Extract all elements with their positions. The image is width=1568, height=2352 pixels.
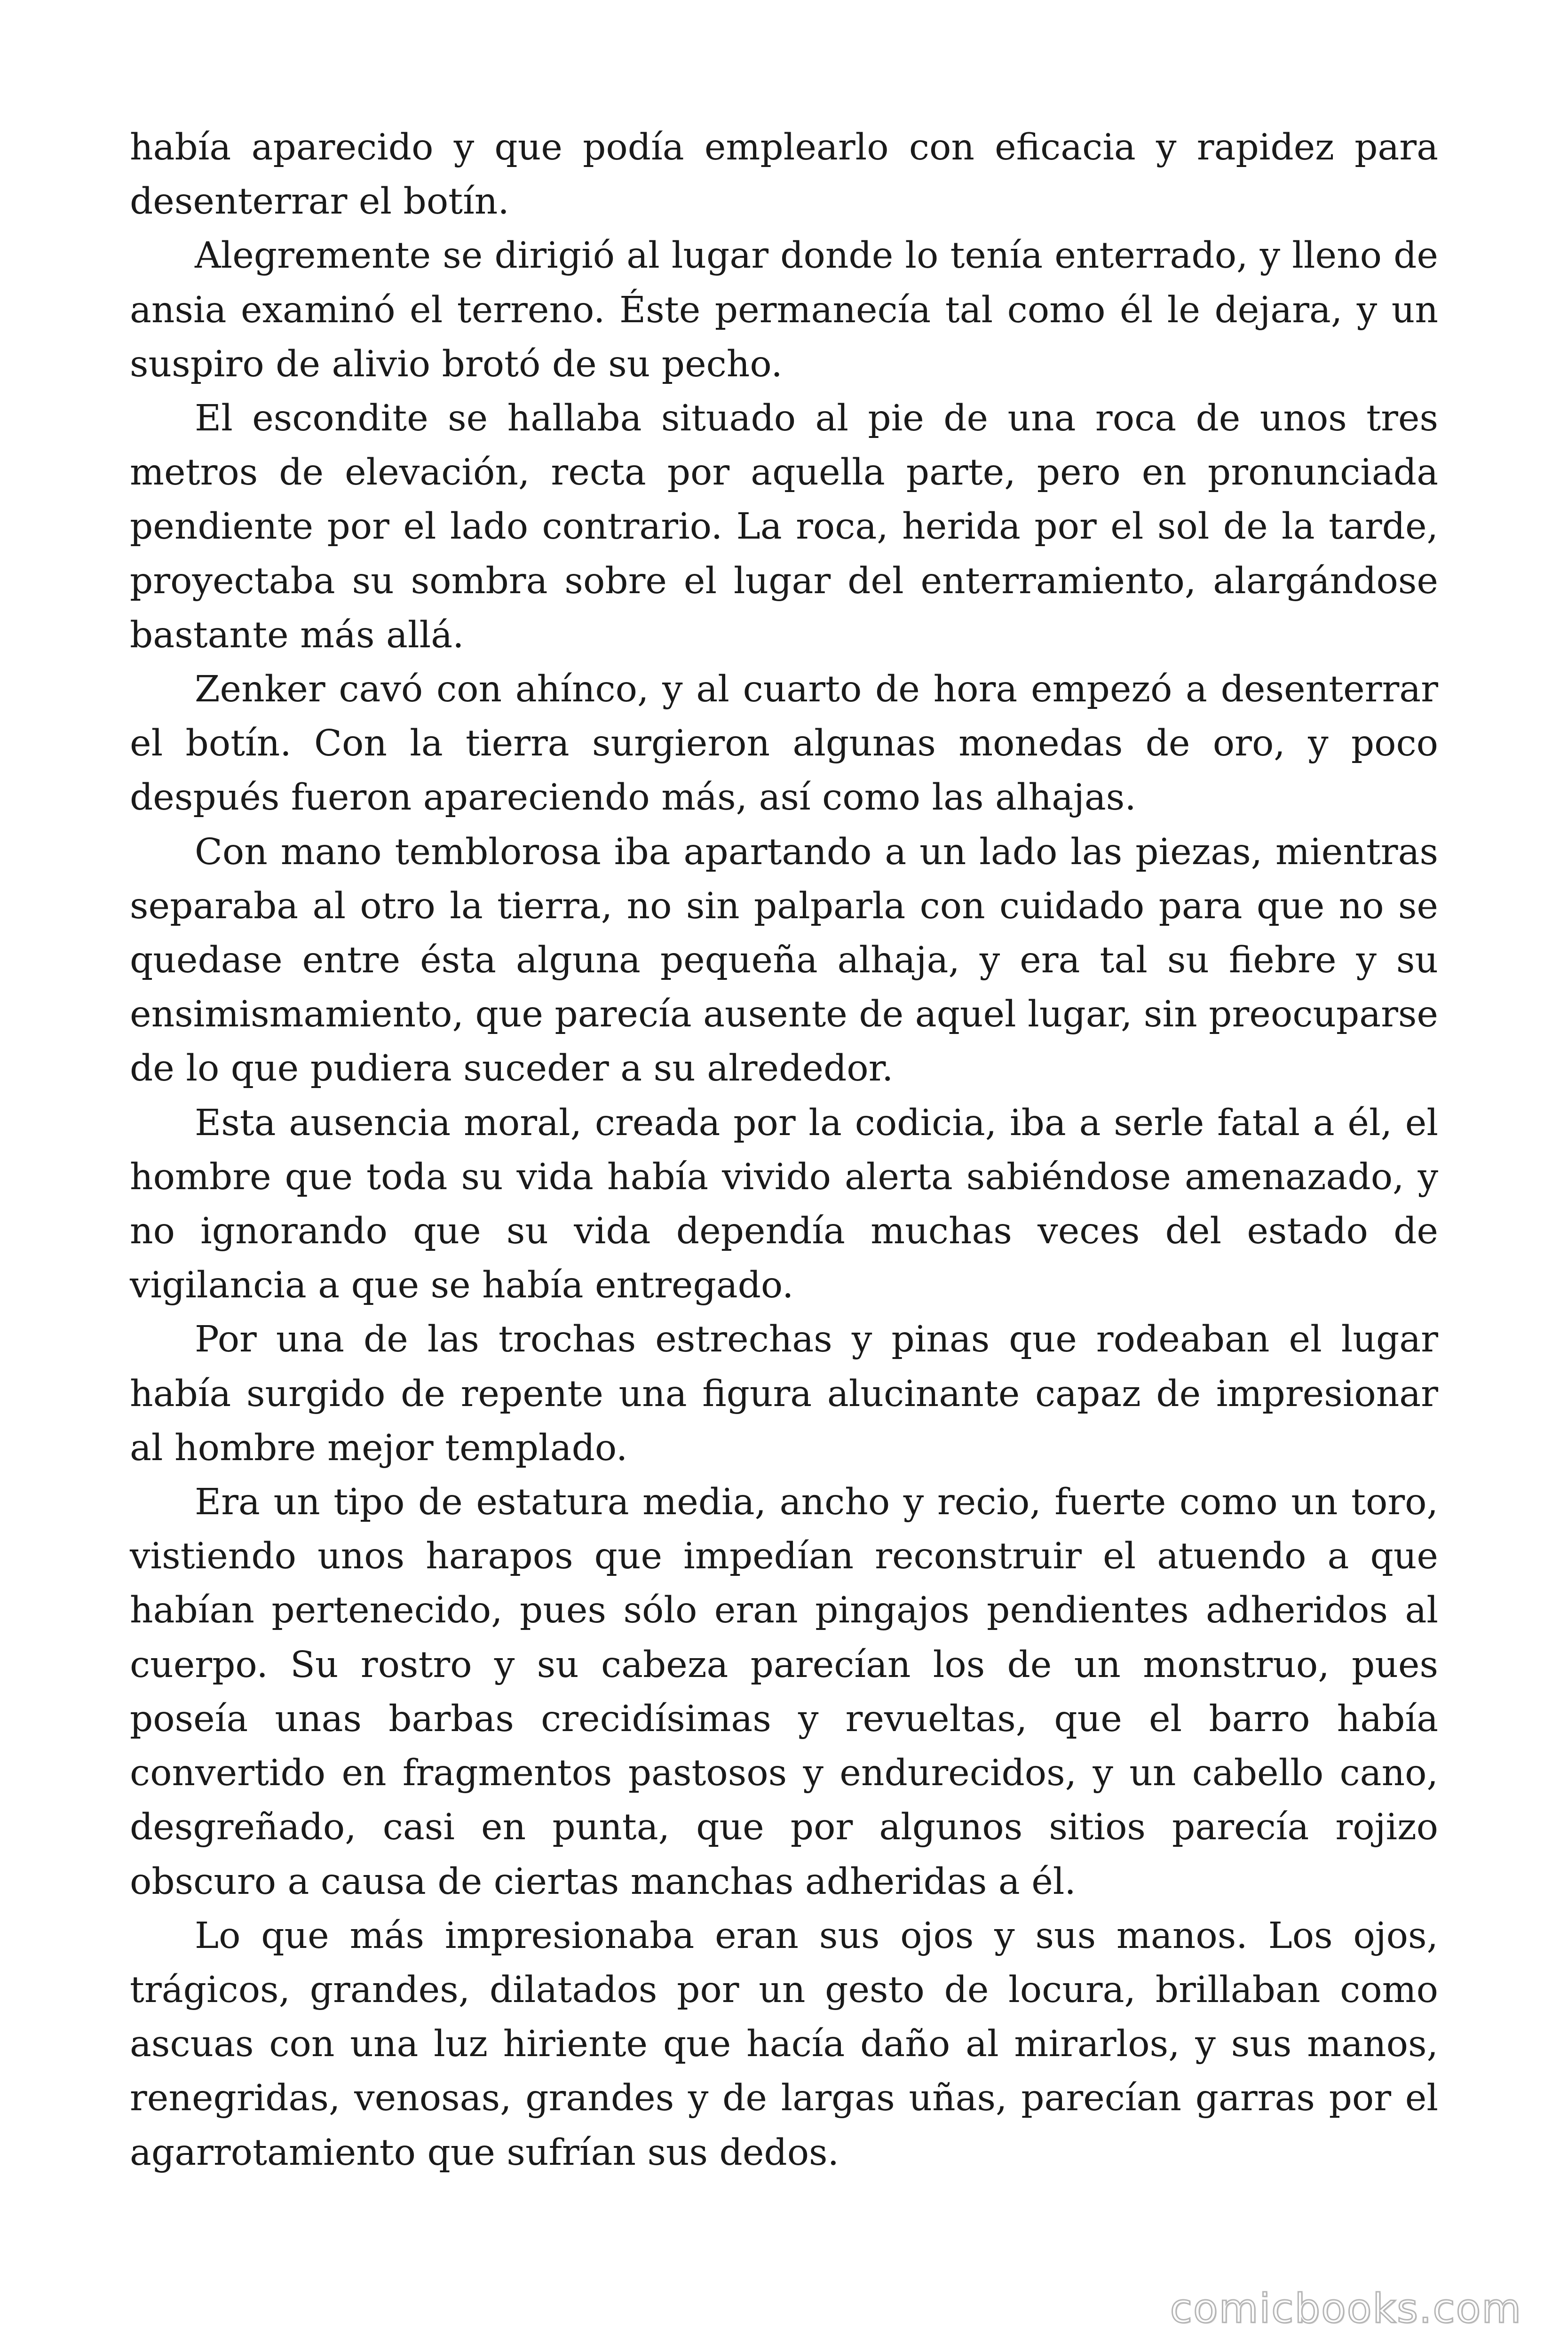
- paragraph-7: Por una de las trochas estrechas y pinas que rodeaban el lugar había surgido de repente una figura alucinante capaz de impresionar al hombre mejor templado.: [130, 1319, 1438, 1469]
- body-text: [130, 120, 1438, 2180]
- watermark-text: comicbooks.com: [1170, 2285, 1522, 2332]
- paragraph-9: Lo que más impresionaba eran sus ojos y sus manos. Los ojos, trágicos, grandes, dilatados por un gesto de locura, brillaban como ascuas con una luz hiriente que hacía daño al mirarlos, y sus manos, renegridas, venosas, grandes y de largas uñas, parecían garras por el agarrotamiento que sufrían sus dedos.: [130, 1915, 1438, 2174]
- paragraph-1: había aparecido y que podía emplearlo con eficacia y rapidez para desenterrar el botín.: [130, 127, 1438, 223]
- paragraph-8: Era un tipo de estatura media, ancho y recio, fuerte como un toro, vistiendo unos harapos que impedían reconstruir el atuendo a que habían pertenecido, pues sólo eran pingajos pendientes adheridos al cuerpo. Su rostro y su cabeza parecían los de un monstruo, pues poseía unas barbas crecidísimas y revueltas, que el barro había convertido en fragmentos pastosos y endurecidos, y un cabello cano, desgreñado, casi en punta, que por algunos sitios parecía rojizo obscuro a causa de ciertas manchas adheridas a él.: [130, 1481, 1438, 1903]
- paragraph-5: Con mano temblorosa iba apartando a un lado las piezas, mientras separaba al otro la tierra, no sin palparla con cuidado para que no se quedase entre ésta alguna pequeña alhaja, y era tal su fiebre y su ensimismamiento, que parecía ausente de aquel lugar, sin preocuparse de lo que pudiera suceder a su alrededor.: [130, 831, 1438, 1090]
- paragraph-2: Alegremente se dirigió al lugar donde lo tenía enterrado, y lleno de ansia examinó el terreno. Éste permanecía tal como él le dejara, y un suspiro de alivio brotó de su pecho.: [130, 235, 1438, 385]
- paragraph-4: Zenker cavó con ahínco, y al cuarto de hora empezó a desenterrar el botín. Con la tierra surgieron algunas monedas de oro, y poco después fueron apareciendo más, así como las alhajas.: [130, 668, 1438, 819]
- paragraph-3: El escondite se hallaba situado al pie de una roca de unos tres metros de elevación, recta por aquella parte, pero en pronunciada pendiente por el lado contrario. La roca, herida por el sol de la tarde, proyectaba su sombra sobre el lugar del enterramiento, alargándose bastante más allá.: [130, 397, 1438, 656]
- paragraph-6: Esta ausencia moral, creada por la codicia, iba a serle fatal a él, el hombre que toda su vida había vivido alerta sabiéndose amenazado, y no ignorando que su vida dependía muchas veces del estado de vigilancia a que se había entregado.: [130, 1102, 1438, 1307]
